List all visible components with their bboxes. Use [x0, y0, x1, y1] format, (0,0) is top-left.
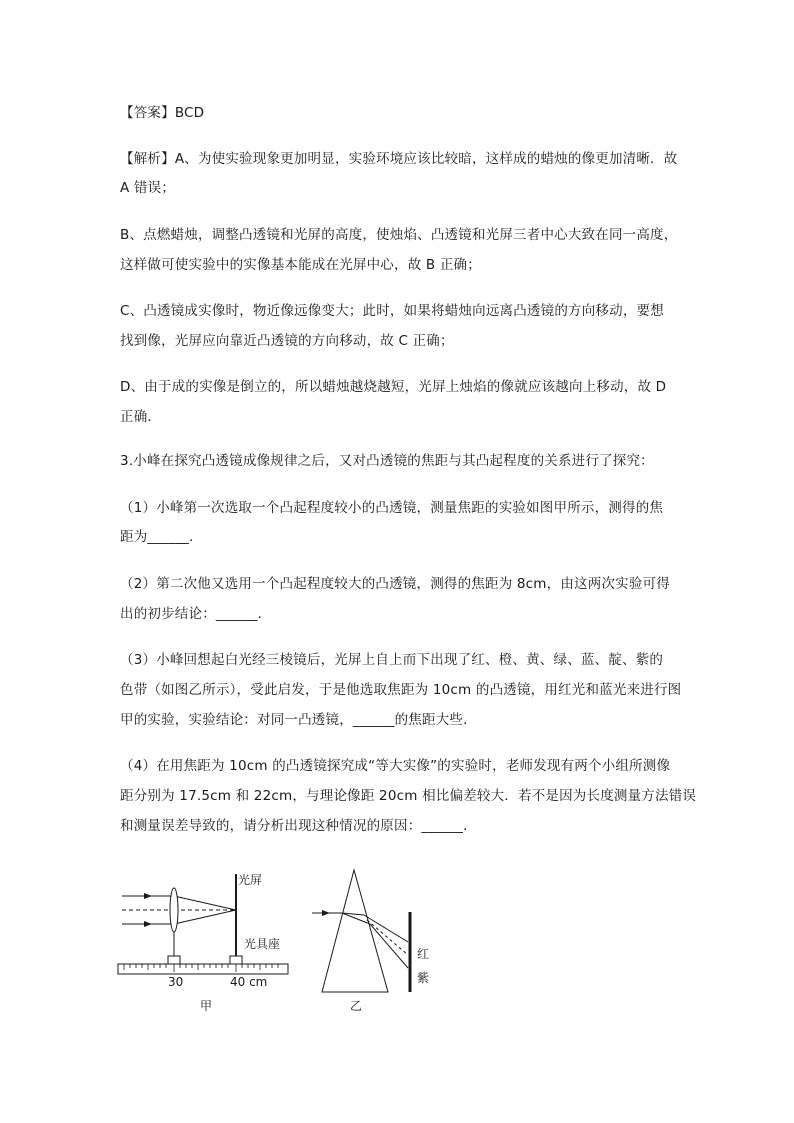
arrow-bottom-icon [144, 921, 152, 927]
analysis-line-8: 正确． [120, 409, 162, 425]
analysis-line-6: 找到像，光屏应向靠近凸透镜的方向移动，故 C 正确； [120, 333, 454, 349]
analysis-line-7: D、由于成的实像是倒立的，所以蜡烛越烧越短，光屏上烛焰的像就应该越向上移动，故 D [120, 379, 667, 395]
analysis-line-3: B、点燃蜡烛，调整凸透镜和光屏的高度，使烛焰、凸透镜和光屏三者中心大致在同一高度， [120, 227, 678, 243]
red-label: 红 [417, 947, 430, 961]
question-part-2a: （2）第二次他又选用一个凸起程度较大的凸透镜，测得的焦距为 8cm，由这两次实验可得 [120, 576, 670, 592]
figure-yi [300, 860, 450, 1020]
figure-jia [110, 860, 295, 1020]
ray-bottom-converge [174, 910, 236, 924]
question-part-3c: 甲的实验，实验结论：对同一凸透镜，______的焦距大些． [120, 712, 477, 728]
analysis-line-2: A 错误； [120, 180, 176, 196]
screen-label: 光屏 [238, 873, 263, 887]
prism [322, 870, 388, 992]
figure-yi-caption: 乙 [350, 999, 363, 1013]
tick-40-label: 40 cm [230, 975, 268, 989]
question-part-1a: （1）小峰第一次选取一个凸起程度较小的凸透镜，测量焦距的实验如图甲所示，测得的焦 [120, 500, 664, 516]
lens-holder [168, 956, 180, 964]
question-part-4c: 和测量误差导致的，请分析出现这种情况的原因：______． [120, 818, 477, 834]
question-part-4a: （4）在用焦距为 10cm 的凸透镜探究成“等大实像”的实验时，老师发现有两个小组所测像 [120, 758, 671, 774]
question-part-3a: （3）小峰回想起白光经三棱镜后，光屏上自上而下出现了红、橙、黄、绿、蓝、靛、紫的 [120, 652, 664, 668]
answer-line [120, 104, 204, 122]
question-stem: 3.小峰在探究凸透镜成像规律之后，又对凸透镜的焦距与其凸起程度的关系进行了探究： [120, 453, 654, 469]
question-part-4b: 距分别为 17.5cm 和 22cm，与理论像距 20cm 相比偏差较大．若不是因为长度测量方法错误 [120, 788, 697, 804]
question-part-2b: 出的初步结论：______． [120, 606, 272, 622]
question-part-3b: 色带（如图乙所示），受此启发，于是他选取焦距为 10cm 的凸透镜，用红光和蓝光来进行图 [120, 682, 682, 698]
analysis-line-5: C、凸透镜成实像时，物近像远像变大；此时，如果将蜡烛向远离凸透镜的方向移动，要想 [120, 303, 664, 319]
optical-bench [118, 964, 288, 974]
incident-arrow-icon [322, 910, 330, 916]
holder-label: 光具座 [244, 937, 281, 951]
answer-label: 【答案】 [120, 105, 175, 121]
analysis-text-1: A、为使实验现象更加明显，实验环境应该比较暗，这样成的蜡烛的像更加清晰．故 [174, 151, 678, 167]
screen-holder [230, 956, 242, 964]
purple-label: 紫 [417, 971, 430, 985]
arrow-top-icon [144, 893, 152, 899]
question-part-1b: 距为______． [120, 529, 203, 545]
tick-30-label: 30 [168, 975, 184, 989]
answer-value: BCD [174, 105, 205, 121]
convex-lens [170, 888, 178, 932]
analysis-label: 【解析】 [120, 151, 175, 167]
figure-jia-caption: 甲 [200, 999, 213, 1013]
ray-top-converge [174, 896, 236, 910]
analysis-line-1 [120, 150, 677, 168]
analysis-line-4: 这样做可使实验中的实像基本能成在光屏中心，故 B 正确； [120, 257, 481, 273]
